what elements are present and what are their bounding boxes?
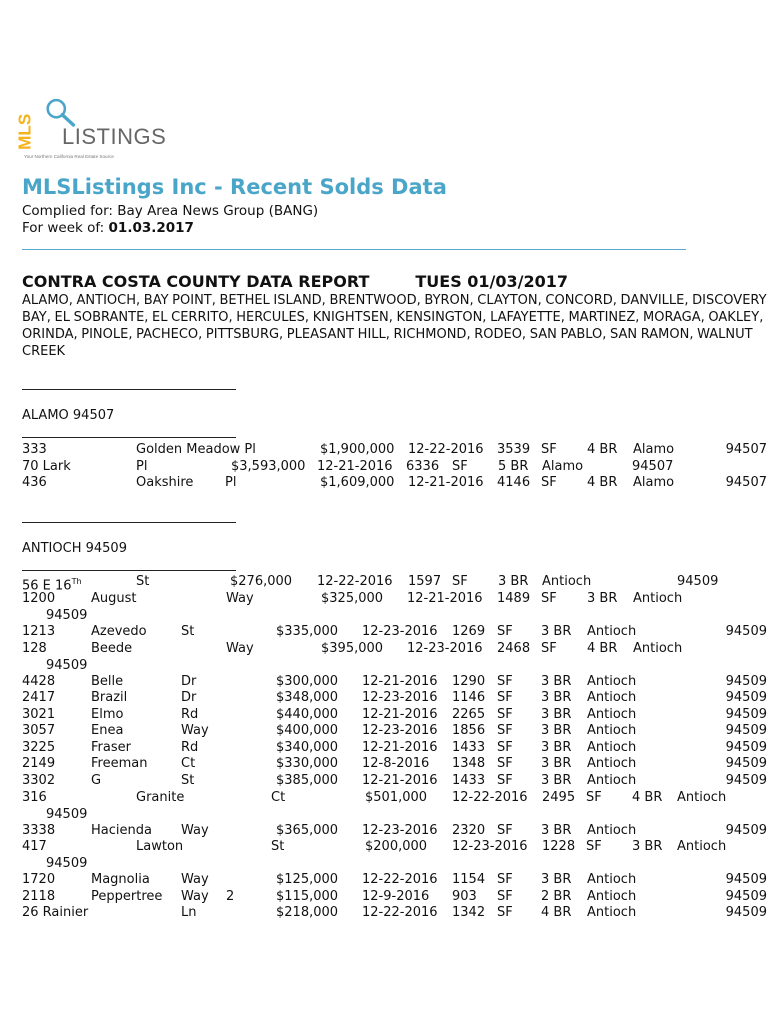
listing-street-number: 128	[22, 641, 47, 656]
listing-street-suffix: Ln	[181, 905, 197, 920]
listing-type: SF	[452, 574, 468, 589]
listing-sale-date: 12-23-2016	[452, 839, 528, 854]
listing-city: Antioch	[587, 872, 637, 887]
listing-bedrooms: 3 BR	[587, 591, 618, 606]
listing-city: Antioch	[587, 773, 637, 788]
ordinal-suffix: Th	[71, 577, 82, 586]
listing-street-name: Granite	[136, 790, 185, 805]
listing-sale-date: 12-23-2016	[362, 823, 438, 838]
listing-zip: 94509	[725, 723, 767, 738]
listing-type: SF	[541, 475, 557, 490]
listing-city: Alamo	[542, 459, 584, 474]
listing-price: $276,000	[230, 574, 293, 589]
listing-city: Alamo	[633, 475, 675, 490]
compiled-label: Complied for:	[22, 203, 118, 219]
week-label: For week of:	[22, 220, 109, 236]
listing-street-name: Elmo	[91, 707, 124, 722]
listing-street-name: Freeman	[91, 756, 148, 771]
listing-street-suffix: St	[271, 839, 285, 854]
listing-price: $400,000	[276, 723, 339, 738]
listing-street-number: 2118	[22, 889, 56, 904]
listing-city: Antioch	[677, 839, 727, 854]
listing-street-suffix: Way	[181, 889, 209, 904]
listing-street-name: Lawton	[136, 839, 184, 854]
listing-type: SF	[541, 591, 557, 606]
listing-sale-date: 12-21-2016	[362, 740, 438, 755]
listing-city: Antioch	[587, 690, 637, 705]
listing-city: Antioch	[587, 823, 637, 838]
listing-sqft: 2320	[452, 823, 486, 838]
listing-type: SF	[497, 889, 513, 904]
listing-bedrooms: 3 BR	[541, 674, 572, 689]
listing-city: Antioch	[587, 707, 637, 722]
logo-wordmark: LISTINGS	[62, 124, 167, 149]
listing-price: $335,000	[276, 624, 339, 639]
listing-zip: 94509	[46, 855, 88, 871]
listing-street-suffix: Dr	[181, 690, 197, 705]
listing-street-name: Belle	[91, 674, 124, 689]
listing-street-suffix: St	[181, 624, 195, 639]
listing-price: $365,000	[276, 823, 339, 838]
listing-zip: 94509	[725, 707, 767, 722]
listing-city: Antioch	[633, 641, 683, 656]
listing-type: SF	[497, 690, 513, 705]
listing-sqft: 903	[452, 889, 477, 904]
listing-city: Alamo	[633, 442, 675, 457]
listing-bedrooms: 3 BR	[541, 740, 572, 755]
listing-sqft: 2495	[542, 790, 576, 805]
listing-street-suffix: Way	[181, 823, 209, 838]
listing-sale-date: 12-21-2016	[362, 674, 438, 689]
listing-type: SF	[586, 839, 602, 854]
listing-street-name: Hacienda	[91, 823, 152, 838]
report-title: CONTRA COSTA COUNTY DATA REPORT	[22, 272, 370, 291]
listing-sale-date: 12-21-2016	[317, 459, 393, 474]
listing-bedrooms: 3 BR	[541, 723, 572, 738]
listing-sale-date: 12-22-2016	[362, 905, 438, 920]
report-date: TUES 01/03/2017	[415, 272, 569, 291]
header-divider	[22, 249, 686, 250]
listing-street-suffix: Way	[226, 591, 254, 606]
listing-sale-date: 12-9-2016	[362, 889, 430, 904]
listing-street-number: 417	[22, 839, 47, 854]
listing-sale-date: 12-22-2016	[452, 790, 528, 805]
listing-street-number: 436	[22, 475, 47, 490]
listing-zip: 94509	[46, 806, 88, 822]
listing-price: $330,000	[276, 756, 339, 771]
listing-bedrooms: 3 BR	[498, 574, 529, 589]
listing-bedrooms: 4 BR	[632, 790, 663, 805]
listing-bedrooms: 4 BR	[541, 905, 572, 920]
page-title: MLSListings Inc - Recent Solds Data	[22, 175, 447, 199]
section-separator	[22, 570, 236, 571]
listing-price: $501,000	[365, 790, 428, 805]
listing-street-suffix: St	[181, 773, 195, 788]
listing-street-number: 1200	[22, 591, 56, 606]
section-heading-antioch: ANTIOCH 94509	[22, 541, 127, 556]
listing-price: $440,000	[276, 707, 339, 722]
listing-sale-date: 12-21-2016	[407, 591, 483, 606]
listing-street-number: 3057	[22, 723, 56, 738]
listing-sqft: 1154	[452, 872, 486, 887]
listing-street-name: Pl	[136, 459, 148, 474]
section-separator	[22, 389, 236, 390]
section-heading-alamo: ALAMO 94507	[22, 408, 115, 423]
section-separator	[22, 522, 236, 523]
listing-zip: 94509	[725, 872, 767, 887]
listing-street-name: Azevedo	[91, 624, 147, 639]
listing-sale-date: 12-22-2016	[408, 442, 484, 457]
listing-type: SF	[541, 641, 557, 656]
listing-street-name: Golden Meadow Pl	[136, 442, 256, 457]
listing-type: SF	[497, 756, 513, 771]
listing-sqft: 1856	[452, 723, 486, 738]
listing-zip: 94509	[725, 690, 767, 705]
week-of	[22, 220, 194, 237]
listing-type: SF	[497, 723, 513, 738]
listing-bedrooms: 3 BR	[541, 872, 572, 887]
listing-city: Antioch	[587, 905, 637, 920]
listing-type: SF	[497, 674, 513, 689]
listing-street-number: 3338	[22, 823, 56, 838]
listing-type: SF	[541, 442, 557, 457]
listing-sqft: 2265	[452, 707, 486, 722]
listing-type: SF	[497, 707, 513, 722]
listing-city: Antioch	[587, 740, 637, 755]
listing-street-number: 3225	[22, 740, 56, 755]
listing-sqft: 1228	[542, 839, 576, 854]
listing-street-number: 3021	[22, 707, 56, 722]
listing-sqft: 2468	[497, 641, 531, 656]
listing-price: $1,609,000	[320, 475, 395, 490]
listing-street-name: G	[91, 773, 102, 788]
listing-sale-date: 12-23-2016	[362, 723, 438, 738]
listing-street-suffix: Dr	[181, 674, 197, 689]
listing-city: Antioch	[587, 889, 637, 904]
listing-city: Antioch	[633, 591, 683, 606]
listing-price: $340,000	[276, 740, 339, 755]
listing-price: $218,000	[276, 905, 339, 920]
listing-type: SF	[452, 459, 468, 474]
listing-bedrooms: 4 BR	[587, 475, 618, 490]
listing-street-number: 4428	[22, 674, 56, 689]
listing-sale-date: 12-23-2016	[362, 690, 438, 705]
listing-street-suffix: Ct	[271, 790, 286, 805]
listing-bedrooms: 2 BR	[541, 889, 572, 904]
listing-zip: 94509	[725, 823, 767, 838]
listing-sqft: 1146	[452, 690, 486, 705]
listing-zip: 94509	[725, 773, 767, 788]
listing-zip: 94507	[725, 442, 767, 457]
listing-sale-date: 12-21-2016	[362, 707, 438, 722]
listing-sqft: 1433	[452, 773, 486, 788]
week-value: 01.03.2017	[108, 220, 194, 236]
listing-unit: 2	[226, 889, 235, 904]
listing-sale-date: 12-23-2016	[407, 641, 483, 656]
listing-zip: 94509	[725, 756, 767, 771]
listing-type: SF	[497, 624, 513, 639]
listing-street-number: 70 Lark	[22, 459, 71, 474]
listing-bedrooms: 5 BR	[498, 459, 529, 474]
listing-type: SF	[497, 872, 513, 887]
logo-tagline: Your Northern California Real Estate Source	[24, 154, 114, 159]
listing-sqft: 4146	[497, 475, 531, 490]
listing-sale-date: 12-22-2016	[362, 872, 438, 887]
listing-price: $200,000	[365, 839, 428, 854]
listing-zip: 94507	[725, 475, 767, 490]
listing-street-suffix: Rd	[181, 740, 199, 755]
listing-zip: 94509	[725, 624, 767, 639]
listing-street-number: 333	[22, 442, 47, 457]
listing-bedrooms: 4 BR	[587, 442, 618, 457]
listing-street-number: 2417	[22, 690, 56, 705]
listing-type: SF	[497, 740, 513, 755]
listing-sqft: 3539	[497, 442, 531, 457]
listing-price: $325,000	[321, 591, 384, 606]
listing-city: Antioch	[542, 574, 592, 589]
listing-sqft: 1290	[452, 674, 486, 689]
listing-zip: 94509	[46, 607, 88, 623]
city-list: ALAMO, ANTIOCH, BAY POINT, BETHEL ISLAND, BRENTWOOD, BYRON, CLAYTON, CONCORD, DANVILLE, DISCOVERY BAY, EL SOBRANTE, EL CERRITO, HERCULES, KNIGHTSEN, KENSINGTON, LAFAYETTE, MARTINEZ, MORAGA, OAKLEY, ORINDA, PINOLE, PACHECO, PITTSBURG, PLEASANT HILL, RICHMOND, RODEO, SAN PABLO, SAN RAMON, WALNUT CREEK	[22, 293, 767, 359]
listing-city: Antioch	[587, 674, 637, 689]
listing-street-number: 316	[22, 790, 47, 805]
listing-sale-date: 12-23-2016	[362, 624, 438, 639]
listing-street-number: 56 E 16Th	[22, 577, 82, 594]
listing-sale-date: 12-21-2016	[408, 475, 484, 490]
listing-street-name: Fraser	[91, 740, 131, 755]
listing-bedrooms: 3 BR	[541, 707, 572, 722]
listing-bedrooms: 3 BR	[541, 823, 572, 838]
listing-bedrooms: 3 BR	[541, 624, 572, 639]
listing-price: $348,000	[276, 690, 339, 705]
listing-type: SF	[497, 905, 513, 920]
section-separator	[22, 437, 236, 438]
listing-street-name: Enea	[91, 723, 124, 738]
listing-street-name: Magnolia	[91, 872, 150, 887]
listing-price: $385,000	[276, 773, 339, 788]
listing-street-suffix: Way	[226, 641, 254, 656]
listing-sqft: 1433	[452, 740, 486, 755]
listing-street-suffix: Rd	[181, 707, 199, 722]
listing-sqft: 1342	[452, 905, 486, 920]
listing-city: Antioch	[677, 790, 727, 805]
listing-price: $125,000	[276, 872, 339, 887]
report-heading	[22, 272, 568, 291]
listing-street-name: August	[91, 591, 137, 606]
listing-sqft: 1597	[408, 574, 442, 589]
listing-city: Antioch	[587, 624, 637, 639]
listing-sqft: 1269	[452, 624, 486, 639]
listing-bedrooms: 4 BR	[587, 641, 618, 656]
listing-street-name: Peppertree	[91, 889, 163, 904]
logo-mark: MLS	[14, 113, 35, 150]
listing-street-number: 1213	[22, 624, 56, 639]
listing-city: Antioch	[587, 723, 637, 738]
compiled-for	[22, 203, 318, 220]
listing-street-number: 3302	[22, 773, 56, 788]
listing-street-name: St	[136, 574, 150, 589]
listing-zip: 94507	[632, 459, 674, 474]
listing-bedrooms: 3 BR	[541, 690, 572, 705]
listing-street-number: 2149	[22, 756, 56, 771]
listing-zip: 94509	[725, 674, 767, 689]
listing-street-name: Beede	[91, 641, 133, 656]
listing-sale-date: 12-8-2016	[362, 756, 430, 771]
listing-zip: 94509	[46, 657, 88, 673]
listing-bedrooms: 3 BR	[541, 756, 572, 771]
listing-price: $395,000	[321, 641, 384, 656]
listing-zip: 94509	[677, 574, 719, 589]
listing-street-number: 1720	[22, 872, 56, 887]
listing-sale-date: 12-21-2016	[362, 773, 438, 788]
listing-sqft: 1489	[497, 591, 531, 606]
listing-type: SF	[586, 790, 602, 805]
listing-zip: 94509	[725, 740, 767, 755]
listing-sale-date: 12-22-2016	[317, 574, 393, 589]
listing-price: $1,900,000	[320, 442, 395, 457]
listing-city: Antioch	[587, 756, 637, 771]
listing-type: SF	[497, 773, 513, 788]
listing-bedrooms: 3 BR	[632, 839, 663, 854]
listing-street-suffix: Pl	[225, 475, 237, 490]
listing-type: SF	[497, 823, 513, 838]
listing-price: $115,000	[276, 889, 339, 904]
listing-zip: 94509	[725, 889, 767, 904]
listing-sqft: 1348	[452, 756, 486, 771]
listing-street-number: 26 Rainier	[22, 905, 89, 920]
listing-price: $300,000	[276, 674, 339, 689]
listing-sqft: 6336	[406, 459, 440, 474]
listing-street-name: Brazil	[91, 690, 128, 705]
listing-street-name: Oakshire	[136, 475, 194, 490]
listing-price: $3,593,000	[231, 459, 306, 474]
listing-zip: 94509	[725, 905, 767, 920]
compiled-value: Bay Area News Group (BANG)	[117, 203, 319, 219]
listing-street-suffix: Ct	[181, 756, 196, 771]
listing-street-suffix: Way	[181, 723, 209, 738]
listing-bedrooms: 3 BR	[541, 773, 572, 788]
listing-street-suffix: Way	[181, 872, 209, 887]
mlslistings-logo	[14, 92, 167, 164]
